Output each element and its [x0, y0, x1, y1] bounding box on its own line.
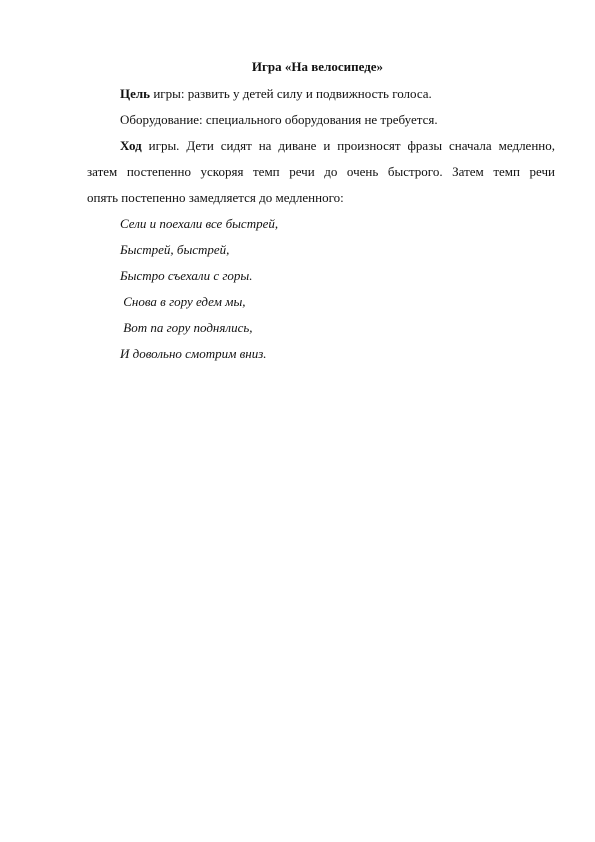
poem-line: Быстрей, быстрей,: [120, 242, 230, 257]
page-title: Игра «На велосипеде»: [251, 59, 384, 74]
procedure-line-3: опять постепенно замедляется до медленного:: [87, 190, 344, 205]
poem-line: И довольно смотрим вниз.: [120, 346, 267, 361]
procedure-line-1: [120, 137, 555, 155]
poem-line: Сели и поехали все быстрей,: [120, 216, 279, 231]
goal-label: Цель: [120, 86, 151, 101]
goal-text: игры: развить у детей силу и подвижность голоса.: [150, 86, 432, 101]
procedure-text-1: игры. Дети сидят на диване и произносят фразы сначала медленно,: [141, 138, 555, 153]
equipment-paragraph: Оборудование: специального оборудования не требуется.: [120, 112, 438, 127]
poem-line: Быстро съехали с горы.: [120, 268, 253, 283]
goal-paragraph: [120, 85, 432, 103]
poem-line: Снова в гору едем мы,: [120, 294, 246, 309]
procedure-line-2: затем постепенно ускоряя темп речи до очень быстрого. Затем темп речи: [87, 164, 555, 179]
poem-line: Вот па гору поднялись,: [120, 320, 253, 335]
procedure-label: Ход: [120, 138, 142, 153]
